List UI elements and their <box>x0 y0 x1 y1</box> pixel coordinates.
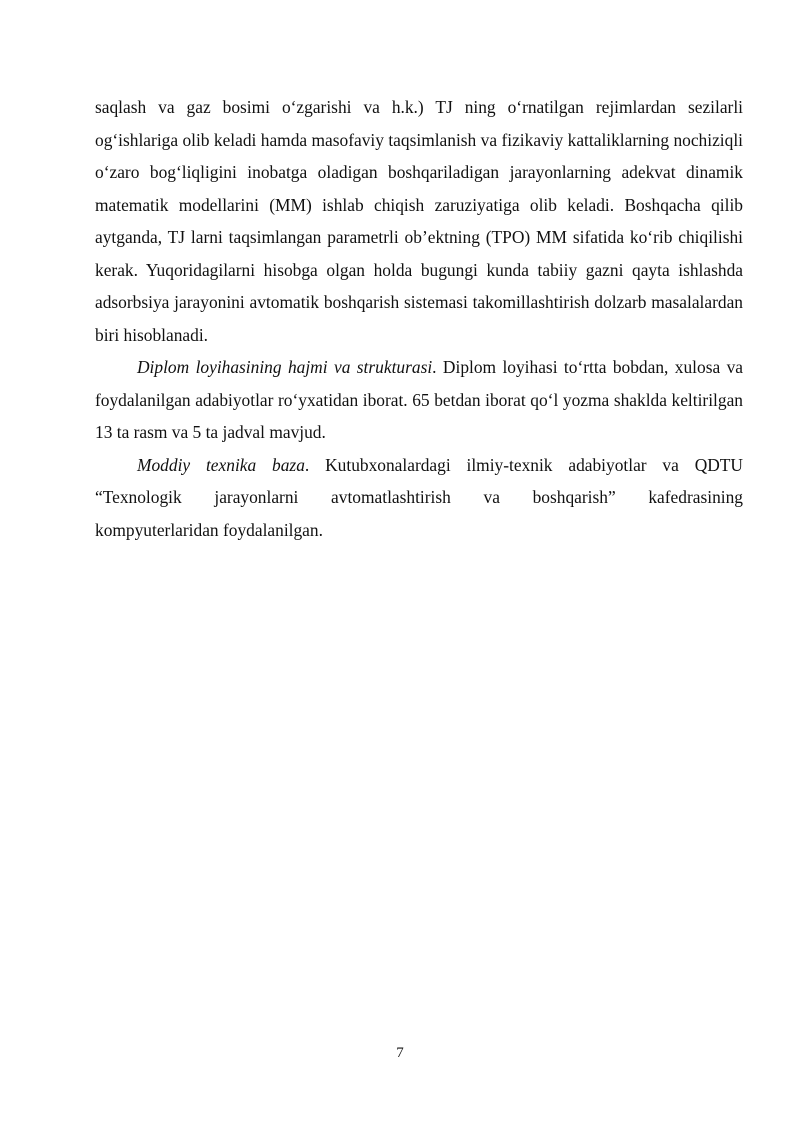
structure-text: . Diplom loyihasi to‘rtta bobdan, xulosa va foydalanilgan adabiyotlar ro‘yxatidan iborat. 65 betdan iborat qo‘l yozma shaklda keltirilgan 13 ta rasm va 5 ta jadval mavjud. <box>95 357 743 442</box>
material-base-text: . Kutubxonalardagi ilmiy-texnik adabiyotlar va QDTU “Texnologik jarayonlarni avtomatlashtirish va boshqarish” kafedrasining <box>95 454 743 507</box>
paragraph-material-base <box>95 449 743 514</box>
body-text <box>95 91 743 546</box>
paragraph-intro <box>95 91 743 351</box>
material-base-heading: Moddiy texnika baza <box>137 454 305 475</box>
paragraph-intro-text: saqlash va gaz bosimi o‘zgarishi va h.k.) TJ ning o‘rnatilgan rejimlardan sezilarli og‘ishlariga olib keladi hamda masofaviy taqsimlanish va fizikaviy kattaliklarning nochiziqli o‘zaro bog‘liqligini inobatga oladigan boshqariladigan jarayonlarning adekvat dinamik matematik modellarini (MM) ishlab chiqish zaruziyatiga olib keladi. Boshqacha qilib aytganda, TJ larni taqsimlangan parametrli ob’ektning (TPO) MM sifatida ko‘rib chiqilishi kerak. Yuqoridagilarni hisobga olgan holda bugungi kunda tabiiy gazni qayta ishlashda adsorbsiya jarayonini avtomatik boshqarish sistemasi takomillashtirish dolzarb masalalardan biri hisoblanadi. <box>95 97 743 345</box>
paragraph-material-base-end <box>95 514 743 547</box>
structure-heading: Diplom loyihasining hajmi va strukturasi <box>137 357 433 377</box>
page-number: 7 <box>396 1045 404 1061</box>
material-base-text-end: kompyuterlaridan foydalanilgan. <box>95 519 323 540</box>
paragraph-structure <box>95 351 743 449</box>
